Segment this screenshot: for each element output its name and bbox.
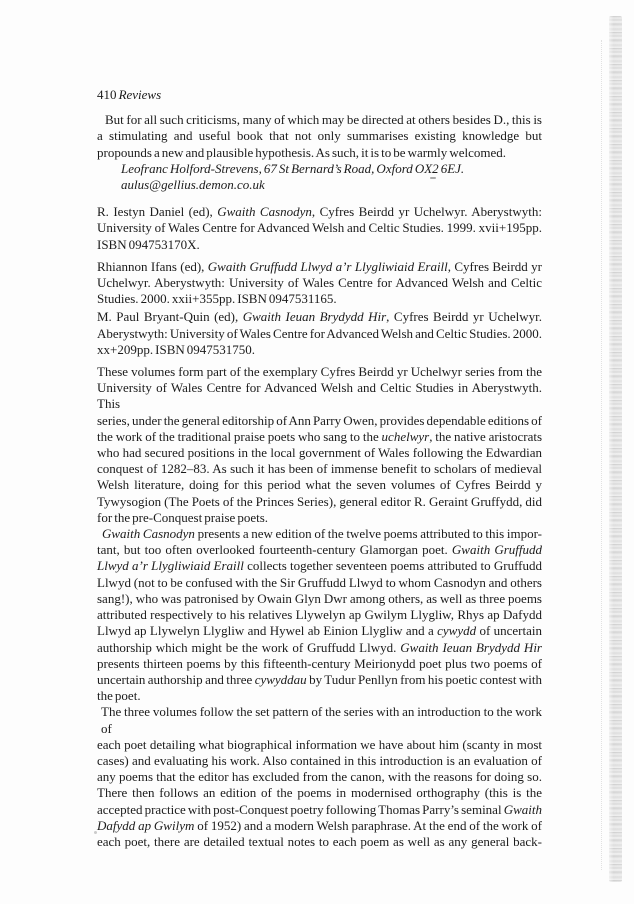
text-line: Dafydd ap Gwilym of 1952) and a modern Welsh paraphrase. At the end of the work of: [97, 817, 543, 833]
text-line: Llwyd a’r Llygliwiaid Eraill collects together seventeen poems attributed to Gruffudd: [97, 558, 542, 574]
text-line: Gwaith Casnodyn presents a new edition of the twelve poems attributed to this impor-: [102, 526, 542, 542]
text-line: University of Wales Centre for Advanced Welsh and Celtic Studies. 1999. xvii+195pp.: [97, 220, 542, 236]
text-line: uncertain authorship and three cywyddau by Tudur Penllyn from his poetic contest with: [97, 671, 542, 687]
text-line: the poet.: [97, 688, 141, 704]
text-line: attributed respectively to his relatives Llywelyn ap Gwilym Llygliw, Rhys ap Dafydd: [97, 607, 542, 623]
text-column: [97, 87, 542, 850]
text-line: The three volumes follow the set pattern of the series with an introduction to the work of: [101, 704, 542, 736]
text-line: each poet, there are detailed textual notes to each poem as well as any general back-: [97, 833, 542, 849]
text-line: a stimulating and useful book that not only summarises existing knowledge but: [97, 128, 542, 144]
text-line: Llwyd (not to be confused with the Sir Gruffudd Llwyd to whom Casnodyn and others: [97, 574, 542, 590]
text-line: aulus@gellius.demon.co.uk: [121, 177, 265, 193]
section-title: Reviews: [118, 87, 162, 102]
citation-ieuan-brydydd-hir: [97, 309, 542, 358]
text-line: for the pre-Conquest praise poets.: [97, 509, 269, 525]
text-line: Tywysogion (The Poets of the Princes Series), general editor R. Geraint Gruffydd, did: [97, 493, 542, 509]
text-line: accepted practice with post-Conquest poetry following Thomas Parry’s seminal Gwaith: [97, 801, 542, 817]
text-line: sang!), who was patronised by Owain Glyn Dwr among others, as well as three poems: [97, 590, 542, 606]
text-line: Rhiannon Ifans (ed), Gwaith Gruffudd Llwyd a’r Llygliwiaid Eraill, Cyfres Beirdd yr: [97, 258, 542, 274]
text-line: ISBN 094753170X.: [97, 236, 200, 252]
citation-gruffudd-llwyd: [97, 259, 542, 308]
text-line: Aberystwyth: University of Wales Centre for Advanced Welsh and Celtic Studies. 2000.: [97, 325, 542, 341]
text-line: There then follows an edition of the poems in modernised orthography (this is the: [97, 785, 542, 801]
text-line: xx+209pp. ISBN 0947531750.: [97, 341, 256, 357]
scan-noise-dots: [601, 40, 602, 870]
scan-speck-dot: [94, 831, 97, 834]
paragraph-series-pattern: [97, 704, 542, 850]
scan-speck-dash: [430, 177, 436, 179]
text-line: University of Wales Centre for Advanced Welsh and Celtic Studies in Aberystwyth. This: [97, 380, 542, 412]
text-line: propounds a new and plausible hypothesis. As such, it is to be warmly welcomed.: [97, 144, 507, 160]
text-line: These volumes form part of the exemplary Cyfres Beirdd yr Uchelwyr series from the: [97, 364, 542, 380]
text-line: any poems that the editor has excluded from the canon, with the reasons for doing so.: [97, 769, 542, 785]
text-line: Welsh literature, doing for this period what the seven volumes of Cyfres Beirdd y: [97, 477, 542, 493]
text-line: conquest of 1282–83. As such it has been of immense benefit to scholars of medieval: [97, 461, 542, 477]
citation-casnodyn: [97, 204, 542, 253]
text-line: Studies. 2000. xxii+355pp. ISBN 0947531165.: [97, 291, 337, 307]
text-line: M. Paul Bryant-Quin (ed), Gwaith Ieuan Brydydd Hir, Cyfres Beirdd yr Uchelwyr.: [97, 309, 543, 325]
text-line: tant, but too often overlooked fourteenth-century Glamorgan poet. Gwaith Gruffudd: [97, 542, 543, 558]
text-line: who had secured positions in the local government of Wales following the Edwardian: [97, 445, 542, 461]
text-line: presents thirteen poems by this fifteenth-century Meirionydd poet plus two poems of: [97, 655, 542, 671]
text-line: Uchelwyr. Aberystwyth: University of Wales Centre for Advanced Welsh and Celtic: [97, 275, 542, 291]
reviewer-signature: [97, 161, 542, 193]
text-line: But for all such criticisms, many of which may be directed at others besides D., this is: [105, 112, 542, 128]
text-line: Llwyd ap Llywelyn Llygliw and Hywel ab Einion Llygliw and a cywydd of uncertain: [97, 623, 542, 639]
text-line: series, under the general editorship of Ann Parry Owen, provides dependable editions of: [97, 412, 542, 428]
text-line: cases) and evaluating his work. Also contained in this introduction is an evaluation of: [97, 752, 542, 768]
text-line: Leofranc Holford-Strevens, 67 St Bernard’s Road, Oxford OX2 6EJ.: [121, 160, 465, 176]
running-head: [97, 87, 542, 103]
review-closing-paragraph: [97, 112, 542, 161]
paragraph-volume-contents: [97, 526, 542, 704]
text-line: authorship which might be the work of Gruffudd Llwyd. Gwaith Ieuan Brydydd Hir: [97, 639, 542, 655]
review-text: [97, 112, 542, 850]
text-line: R. Iestyn Daniel (ed), Gwaith Casnodyn, Cyfres Beirdd yr Uchelwyr. Aberystwyth:: [97, 204, 542, 220]
page-number: 410: [97, 87, 117, 102]
page-edge-texture: [609, 16, 622, 882]
text-line: the work of the traditional praise poets who sang to the uchelwyr, the native aristocrats: [97, 428, 543, 444]
paragraph-series-overview: [97, 364, 542, 526]
text-line: each poet detailing what biographical information we have about him (scanty in most: [97, 736, 542, 752]
